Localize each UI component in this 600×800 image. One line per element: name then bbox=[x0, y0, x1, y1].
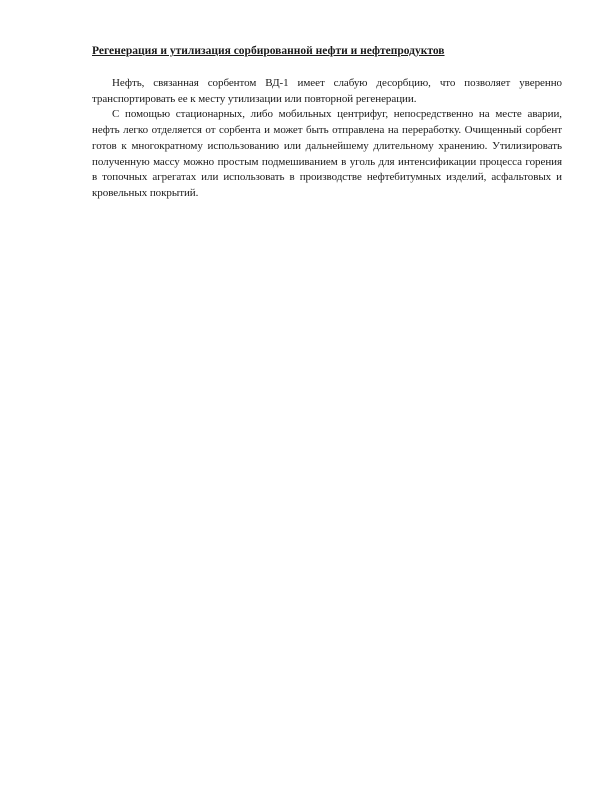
paragraph-2: С помощью стационарных, либо мобильных центрифуг, непосредственно на месте аварии, нефть легко отделяется от сорбента и может быть отправлена на переработку. Очищенный сорбент готов к многократному использованию или дальнейшему длительному хранению. Утилизировать полученную массу можно простым подмешиванием в уголь для интенсификации процесса горения в топочных агрегатах или использовать в производстве нефтебитумных изделий, асфальтовых и кровельных покрытий. bbox=[92, 108, 562, 199]
document-body bbox=[92, 44, 562, 202]
paragraph-1: Нефть, связанная сорбентом ВД-1 имеет слабую десорбцию, что позволяет уверенно транспортировать ее к месту утилизации или повторной регенерации. bbox=[92, 77, 562, 105]
document-heading: Регенерация и утилизация сорбированной нефти и нефтепродуктов bbox=[92, 45, 445, 57]
